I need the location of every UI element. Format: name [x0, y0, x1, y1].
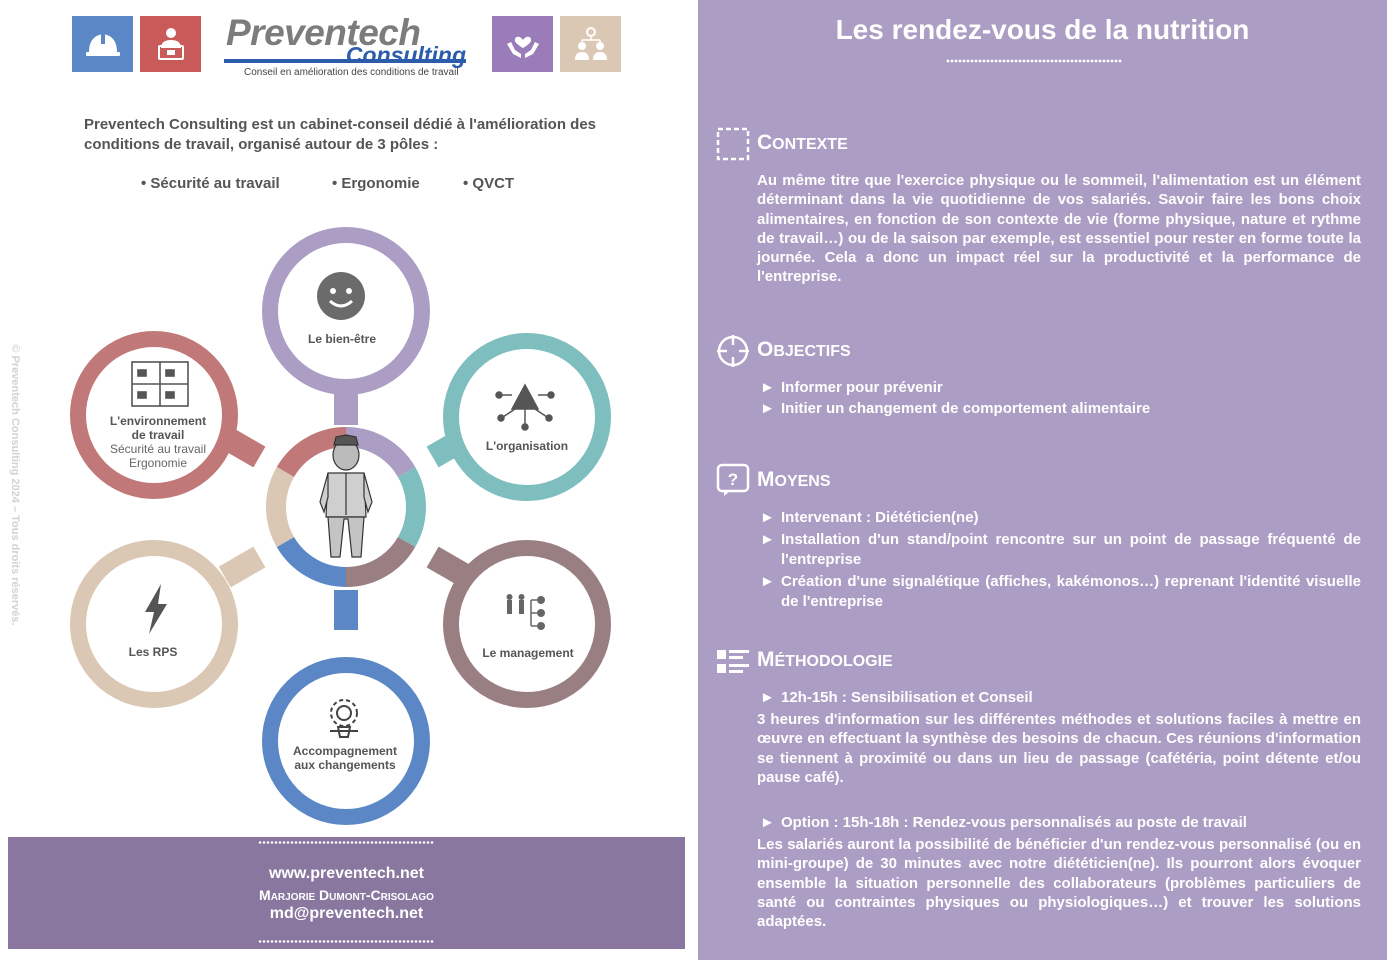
connector-changements: [334, 590, 358, 630]
footer-dots-bottom: [258, 940, 434, 943]
brand-logo: [224, 12, 468, 80]
brand-title: Preventech: [226, 12, 421, 53]
dashed-square-icon: [716, 127, 750, 161]
brand-subtitle: Consulting: [345, 42, 466, 68]
node-bien-etre-label: Le bien-être: [307, 332, 377, 346]
svg-text:?: ?: [727, 470, 739, 489]
page-title: Les rendez-vous de la nutrition: [835, 14, 1250, 45]
pole-item: • QVCT: [463, 175, 515, 192]
right-panel: [698, 0, 1387, 960]
center-ring-segment: [276, 472, 285, 542]
objectif-item: ► Initier un changement de comportement alimentaire: [760, 400, 1151, 417]
arrow-icon: ►: [760, 379, 775, 396]
node-rps-label: Les RPS: [128, 645, 178, 659]
node-changements-label: Accompagnement aux changements: [292, 744, 398, 772]
helmet-icon: [72, 16, 133, 72]
ring-changements: [270, 665, 422, 817]
arrow-icon: ►: [760, 689, 775, 706]
smiley-icon: [317, 272, 365, 320]
question-icon: [716, 463, 750, 497]
methodologie-step-title: ► 12h-15h : Sensibilisation et Conseil: [760, 689, 1033, 706]
contact-footer: [8, 837, 685, 949]
team-network-icon: [560, 16, 621, 72]
poles-list: [0, 175, 698, 197]
arrow-icon: ►: [760, 814, 775, 831]
node-environnement-sub: Ergonomie: [128, 456, 188, 470]
intro-text: Preventech Consulting est un cabinet-conseil dédié à l'amélioration des conditions de travail, organisé autour de 3 pôles :: [84, 116, 597, 153]
list-icon: [716, 645, 750, 679]
section-contexte-title: CONTEXTE: [757, 131, 848, 154]
title-dots: [946, 59, 1122, 63]
pole-item: • Sécurité au travail: [141, 175, 280, 192]
moyen-item: ► Installation d'un stand/point rencontre sur un point de passage fréquenté de l'entreprise: [760, 531, 1361, 568]
arrow-icon: ►: [760, 400, 775, 417]
methodologie-step-title: ► Option : 15h-18h : Rendez-vous personnalisés au poste de travail: [760, 814, 1247, 831]
footer-email[interactable]: md@preventech.net: [269, 905, 424, 922]
node-environnement-sub: Sécurité au travail: [109, 442, 207, 456]
node-environnement-label: [102, 414, 214, 470]
section-moyens-title: MOYENS: [757, 468, 831, 491]
contexte-text: Au même titre que l'exercice physique ou le sommeil, l'alimentation est un élément déterminant dans la vie quotidienne de vos salariés. Savoir faire les bons choix alimentaires, en fonction de son contexte de vie (forme physique, nature et rythme de travail…) ou de la saison par exemple, est essentiel pour rester en forme toute la journée. Cela a donc un impact réel sur la productivité et la performance de l'entreprise.: [757, 172, 1361, 286]
poles-diagram: [0, 210, 698, 830]
footer-contact-name: Marjorie Dumont-Crisolago: [259, 887, 434, 903]
diagram-svg: [0, 210, 698, 830]
arrow-icon: ►: [760, 573, 775, 590]
computer-user-icon: [140, 16, 201, 72]
footer-dots-top: [258, 841, 434, 844]
moyen-item: ► Intervenant : Diététicien(ne): [760, 509, 979, 526]
arrow-icon: ►: [760, 531, 775, 548]
arrow-icon: ►: [760, 509, 775, 526]
copyright-text: © Preventech Consulting 2024 – Tous droits réservés.: [9, 344, 21, 626]
methodologie-step-text: Les salariés auront la possibilité de bénéficier d'un rendez-vous personnalisé (ou en mini-groupe) de 30 minutes avec notre diététicien(ne). Ils pourront alors évoquer ensemble la situation personnelle des collaborateurs (problèmes particuliers de santé ou contraintes physiques ou physiologiques…) et trouver les solutions adaptées.: [757, 836, 1361, 931]
section-objectifs-title: OBJECTIFS: [757, 338, 851, 361]
section-methodologie-title: MÉTHODOLOGIE: [757, 648, 893, 671]
target-icon: [716, 334, 750, 368]
footer-website[interactable]: www.preventech.net: [269, 865, 424, 882]
pole-item: • Ergonomie: [332, 175, 420, 192]
brand-tagline: Conseil en amélioration des conditions de travail: [244, 67, 459, 78]
hands-heart-icon: [492, 16, 553, 72]
moyen-item: ► Création d'une signalétique (affiches, kakémonos…) reprenant l'identité visuelle de l'entreprise: [760, 573, 1361, 610]
methodologie-step-text: 3 heures d'information sur les différentes méthodes et solutions faciles à mettre en œuvre en effectuant la synthèse des besoins de chacun. Ces réunions d'information se tiennent à proximité ou dans un lieu de passage (cafétéria, point détente et/ou pause café).: [757, 711, 1361, 786]
objectif-item: ► Informer pour prévenir: [760, 379, 943, 396]
ring-management: [451, 548, 603, 700]
center-ring-segment: [407, 472, 416, 542]
node-organisation-label: L'organisation: [485, 439, 569, 453]
ring-organisation: [451, 341, 603, 493]
node-management-label: Le management: [482, 646, 574, 660]
node-environnement-title: L'environnement de travail: [109, 414, 207, 442]
